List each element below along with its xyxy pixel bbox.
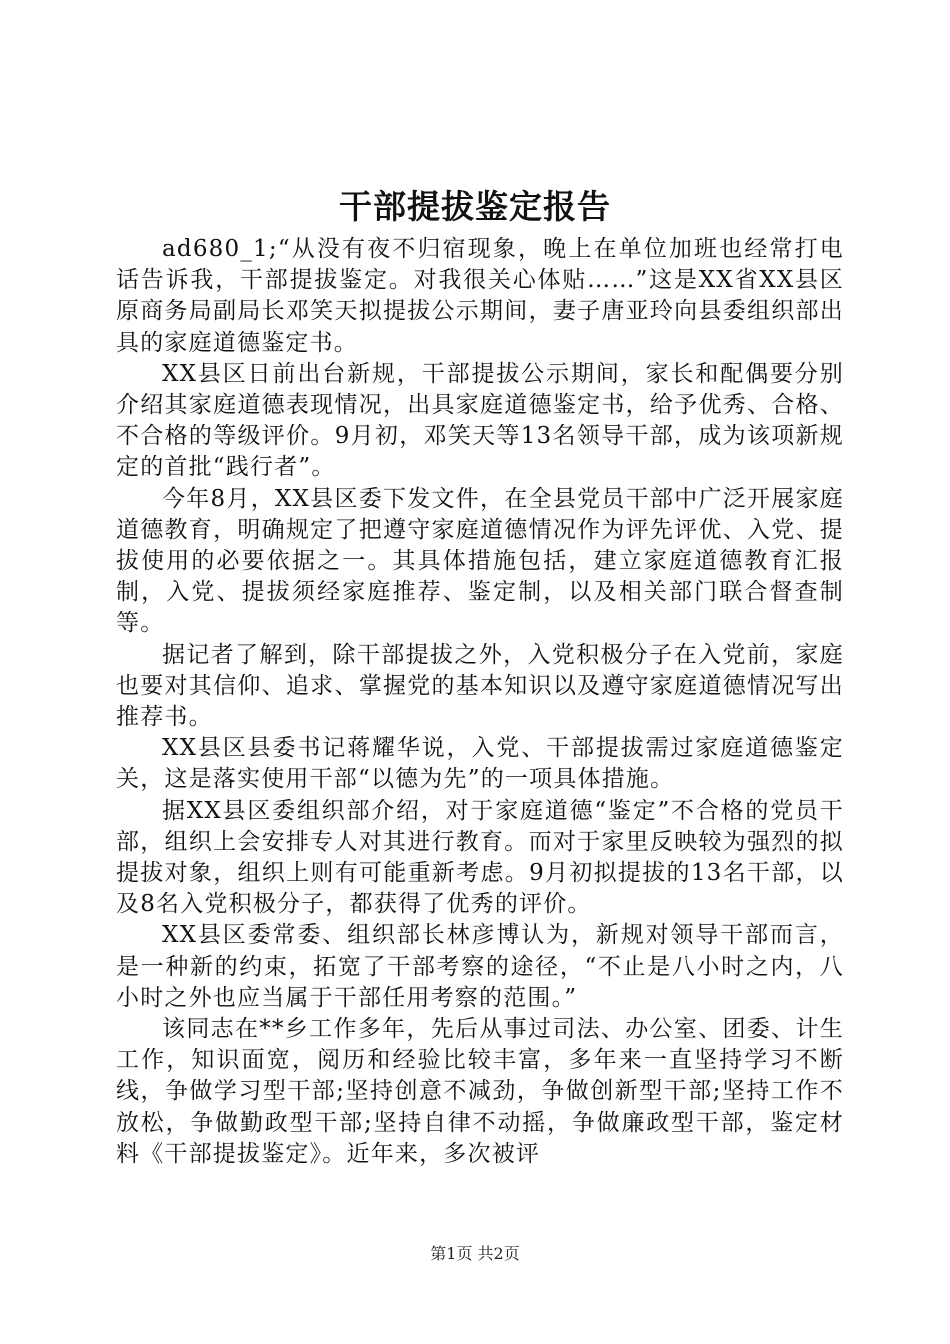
paragraph-1: ad680_1;“从没有夜不归宿现象，晚上在单位加班也经常打电话告诉我，干部提拔鉴定。对我很关心体贴……”这是XX省XX县区原商务局副局长邓笑天拟提拔公示期间，妻子唐亚玲向县委组织部出具的家庭道德鉴定书。 — [116, 236, 844, 356]
paragraph-2: XX县区日前出台新规，干部提拔公示期间，家长和配偶要分别介绍其家庭道德表现情况，出具家庭道德鉴定书，给予优秀、合格、不合格的等级评价。9月初，邓笑天等13名领导干部，成为该项新规定的首批“践行者”。 — [116, 360, 844, 481]
page-title: 干部提拔鉴定报告 — [339, 187, 611, 226]
document-body — [116, 234, 844, 1170]
paragraph-7: XX县区委常委、组织部长林彦博认为，新规对领导干部而言，是一种新的约束，拓宽了干部考察的途径，“不止是八小时之内，八小时之外也应当属于干部任用考察的范围。” — [116, 922, 844, 1011]
paragraph-4: 据记者了解到，除干部提拔之外，入党积极分子在入党前，家庭也要对其信仰、追求、掌握党的基本知识以及遵守家庭道德情况写出推荐书。 — [116, 641, 844, 731]
paragraph-5: XX县区县委书记蒋耀华说，入党、干部提拔需过家庭道德鉴定关，这是落实使用干部“以德为先”的一项具体措施。 — [116, 735, 844, 793]
paragraph-6: 据XX县区委组织部介绍，对于家庭道德“鉴定”不合格的党员干部，组织上会安排专人对其进行教育。而对于家里反映较为强烈的拟提拔对象，组织上则有可能重新考虑。9月初拟提拔的13名干部，以及8名入党积极分子，都获得了优秀的评价。 — [116, 797, 844, 918]
paragraph-8: 该同志在**乡工作多年，先后从事过司法、办公室、团委、计生工作，知识面宽，阅历和经验比较丰富，多年来一直坚持学习不断线，争做学习型干部;坚持创意不减劲，争做创新型干部;坚持工作不放松，争做勤政型干部;坚持自律不动摇，争做廉政型干部，鉴定材料《干部提拔鉴定》。近年来，多次被评 — [116, 1016, 844, 1167]
paragraph-3: 今年8月，XX县区委下发文件，在全县党员干部中广泛开展家庭道德教育，明确规定了把遵守家庭道德情况作为评先评优、入党、提拔使用的必要依据之一。其具体措施包括，建立家庭道德教育汇报制，入党、提拔须经家庭推荐、鉴定制，以及相关部门联合督查制等。 — [116, 485, 844, 637]
page-number-footer: 第1页 共2页 — [430, 1244, 520, 1263]
